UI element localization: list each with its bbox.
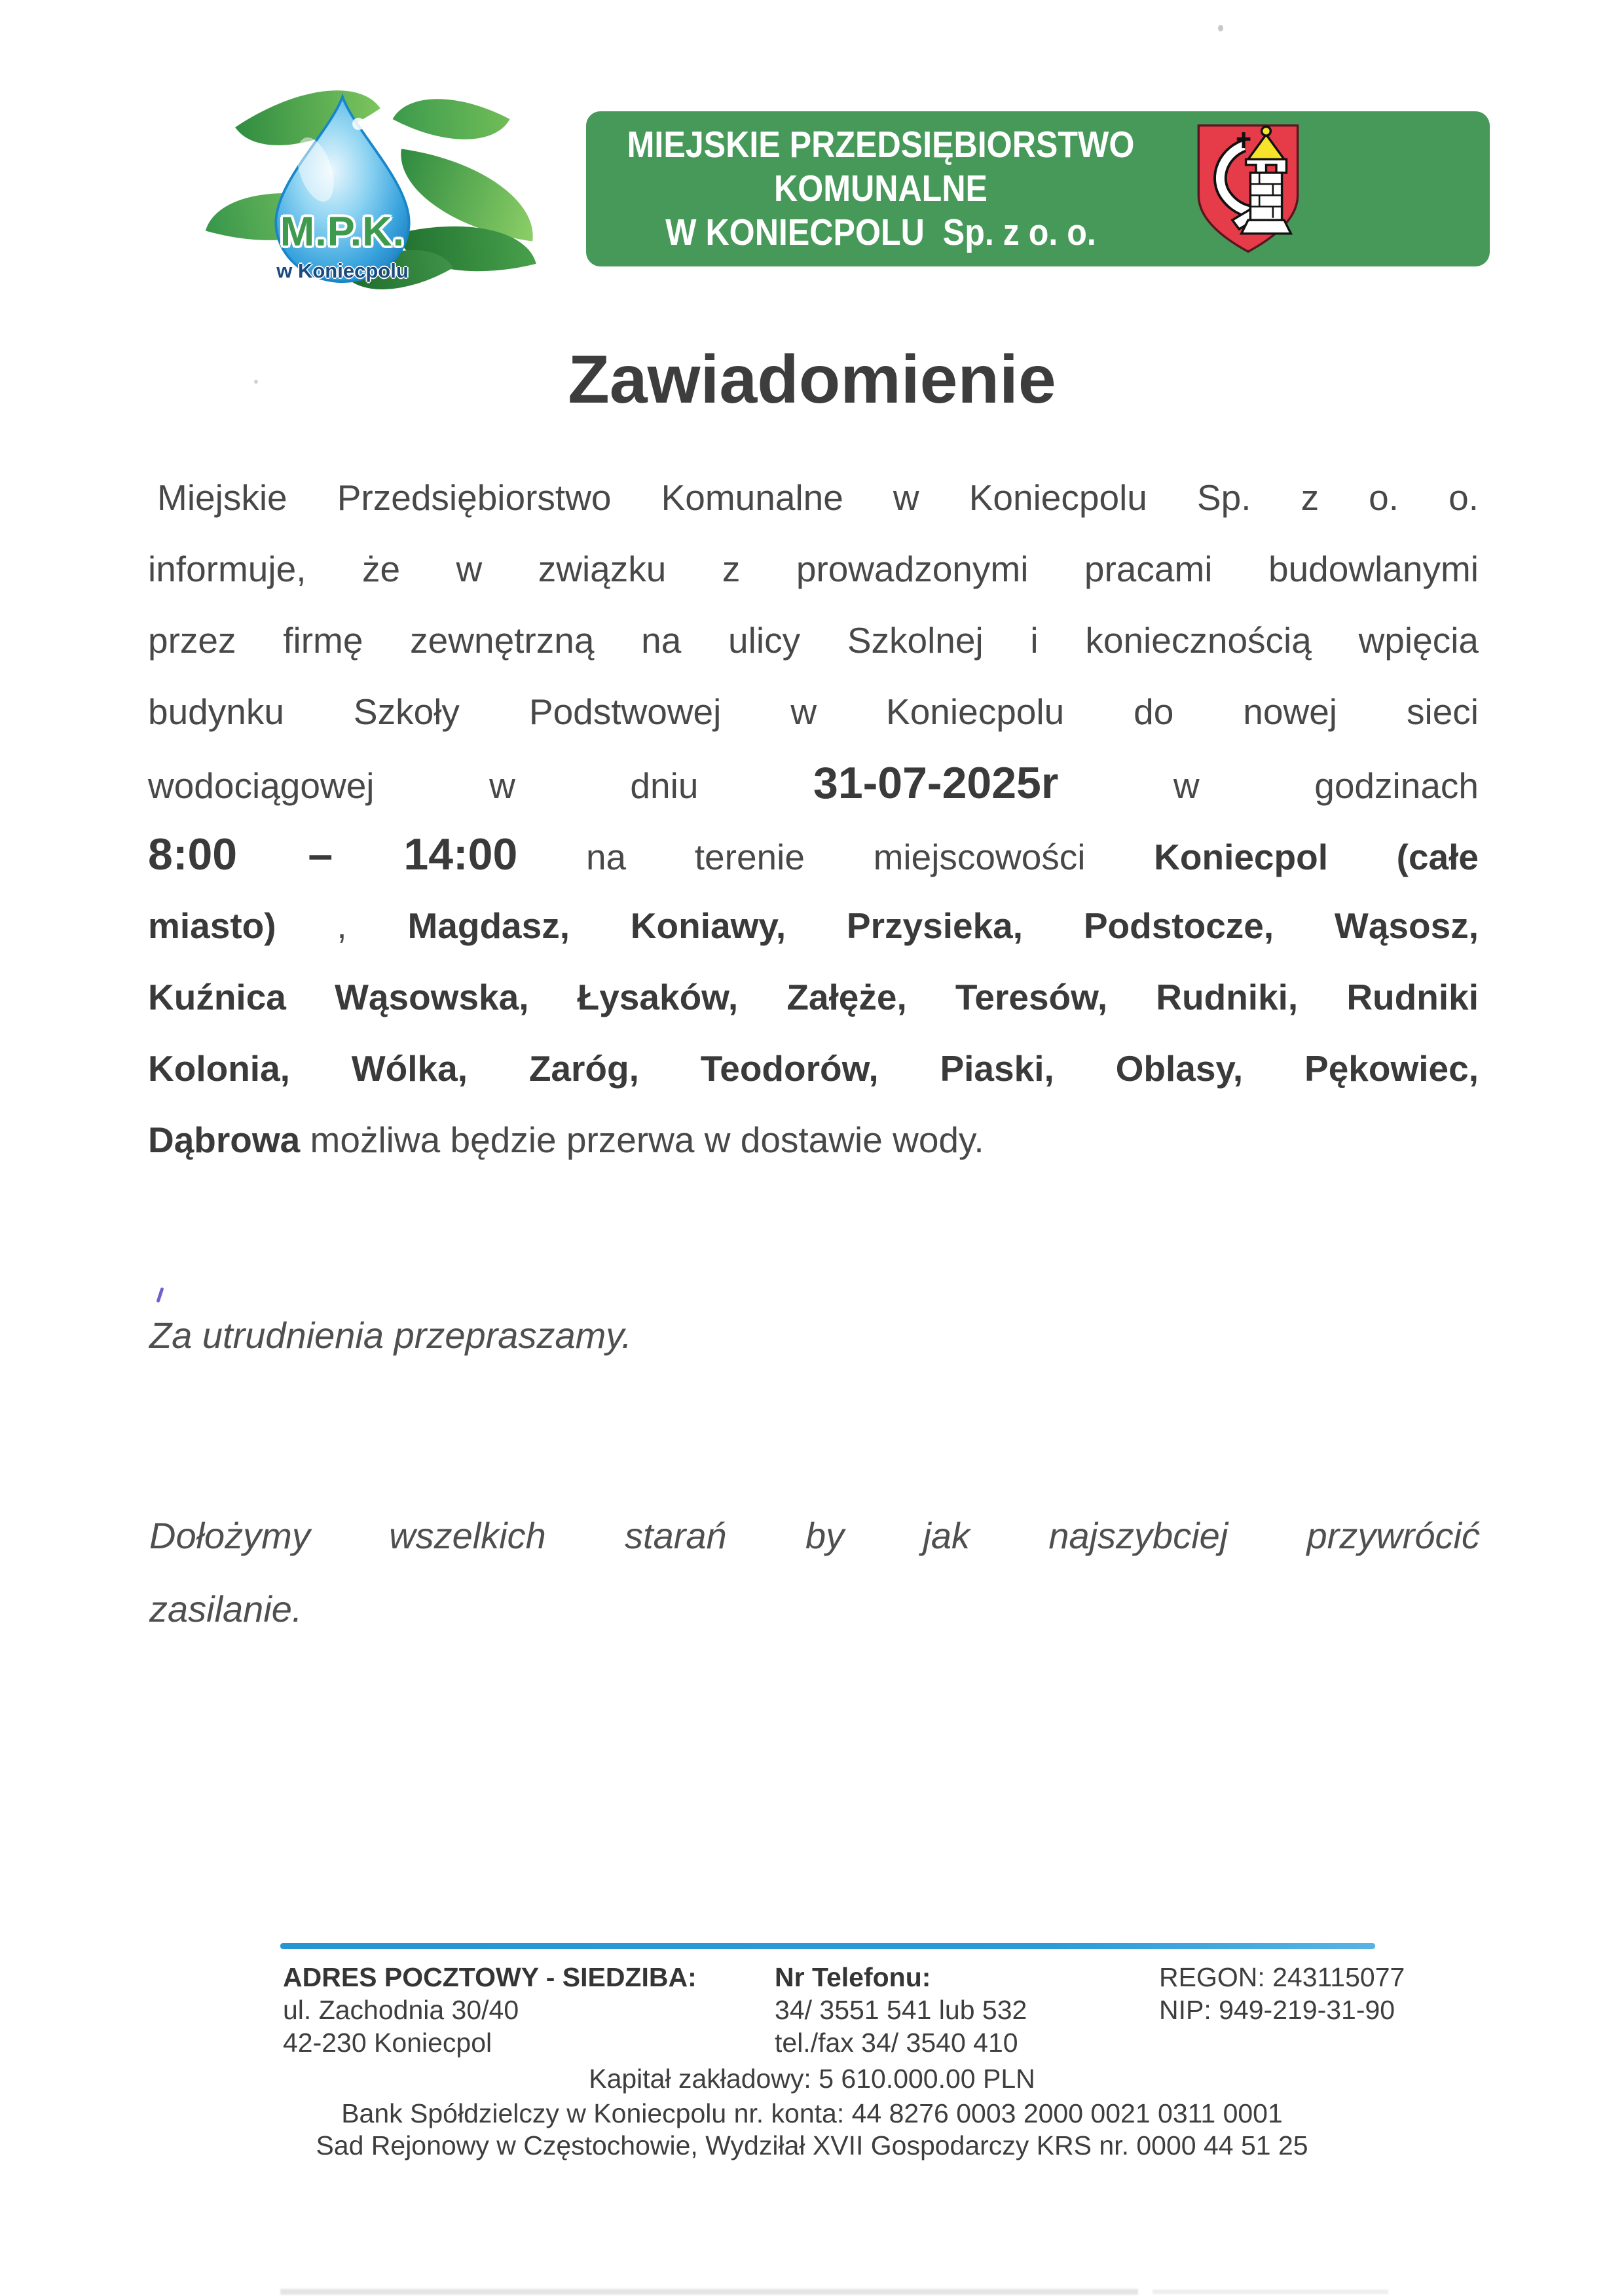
body-line <box>148 748 1479 819</box>
body-emphasis: Kuźnica Wąsowska, Łysaków, Załęże, Teresów, Rudniki, Rudniki <box>148 977 1479 1017</box>
company-banner-text <box>621 111 1140 266</box>
address-city: 42-230 Koniecpol <box>283 2028 492 2058</box>
page-title: Zawiadomienie <box>568 342 1056 418</box>
notice-body <box>148 462 1479 1176</box>
address-street: ul. Zachodnia 30/40 <box>283 1995 519 2025</box>
body-emphasis: Koniecpol (całe <box>1154 837 1479 877</box>
footer-address-column <box>283 1961 697 2059</box>
bank-account-line: Bank Spółdzielczy w Koniecpolu nr. konta: 44 8276 0003 2000 0021 0311 0001 <box>341 2098 1283 2128</box>
phone-number: 34/ 3551 541 lub 532 <box>775 1995 1027 2025</box>
body-text: możliwa będzie przerwa w dostawie wody. <box>300 1120 984 1160</box>
body-line <box>148 890 1479 962</box>
body-emphasis: 31-07-2025r <box>813 758 1059 808</box>
scan-smudge <box>1153 2289 1388 2294</box>
closing-line: zasilanie. <box>149 1588 303 1630</box>
body-emphasis: Magdasz, Koniawy, Przysieka, Podstocze, Wąsosz, <box>407 905 1479 946</box>
body-text: przez firmę zewnętrzną na ulicy Szkolnej i koniecznością wpięcia <box>148 620 1479 661</box>
footer-divider <box>280 1943 1375 1949</box>
water-drop-icon <box>268 90 416 288</box>
body-line <box>148 962 1479 1033</box>
body-line <box>148 676 1479 748</box>
body-emphasis: Kolonia, Wólka, Zaróg, Teodorów, Piaski, Oblasy, Pękowiec, <box>148 1048 1479 1089</box>
scan-speck <box>254 380 258 384</box>
body-text: Miejskie Przedsiębiorstwo Komunalne w Koniecpolu Sp. z o. o. <box>157 477 1479 518</box>
body-text: informuje, że w związku z prowadzonymi pracami budowlanymi <box>148 549 1479 589</box>
address-header: ADRES POCZTOWY - SIEDZIBA: <box>283 1962 697 1992</box>
body-line <box>148 1104 1479 1176</box>
koniecpol-coat-of-arms-icon <box>1192 120 1304 257</box>
phone-header: Nr Telefonu: <box>775 1962 931 1992</box>
footer-phone-column <box>775 1961 1027 2059</box>
logo-acronym: M.P.K. <box>280 209 405 255</box>
body-emphasis: miasto) <box>148 905 276 946</box>
court-registry-line: Sad Rejonowy w Częstochowie, Wydziłał XVII Gospodarczy KRS nr. 0000 44 51 25 <box>316 2130 1308 2160</box>
body-line <box>148 1033 1479 1104</box>
scan-speck <box>1218 25 1223 31</box>
banner-line-2: KOMUNALNE <box>773 168 988 210</box>
closing-line: Dołożymy wszelkich starań by jak najszybciej przywrócić <box>149 1515 1480 1556</box>
closing-paragraph <box>149 1499 1480 1646</box>
capital-line: Kapitał zakładowy: 5 610.000.00 PLN <box>589 2064 1035 2094</box>
mpk-logo <box>208 80 539 296</box>
body-text: na terenie miejscowości <box>517 837 1154 877</box>
body-text: w godzinach <box>1058 765 1479 806</box>
regon-number: REGON: 243115077 <box>1159 1962 1405 1992</box>
company-banner <box>586 111 1490 266</box>
body-text: budynku Szkoły Podstwowej w Koniecpolu do nowej sieci <box>148 691 1479 732</box>
phone-fax: tel./fax 34/ 3540 410 <box>775 2028 1018 2058</box>
body-line <box>148 534 1479 605</box>
footer-registry-column <box>1159 1961 1405 2026</box>
body-emphasis: 8:00 – 14:00 <box>148 829 518 879</box>
logo-subtitle: w Koniecpolu <box>276 259 409 282</box>
body-line <box>148 462 1479 534</box>
apology-line: Za utrudnienia przepraszamy. <box>149 1315 632 1356</box>
banner-line-3: W KONIECPOLU Sp. z o. o. <box>665 211 1096 253</box>
banner-line-1: MIEJSKIE PRZEDSIĘBIORSTWO <box>627 124 1135 166</box>
body-emphasis: Dąbrowa <box>148 1120 301 1160</box>
nip-number: NIP: 949-219-31-90 <box>1159 1995 1395 2025</box>
body-text: wodociągowej w dniu <box>148 765 814 806</box>
body-text: , <box>276 905 408 946</box>
body-line <box>148 605 1479 676</box>
scan-smudge <box>280 2289 1138 2295</box>
body-line <box>148 819 1479 890</box>
